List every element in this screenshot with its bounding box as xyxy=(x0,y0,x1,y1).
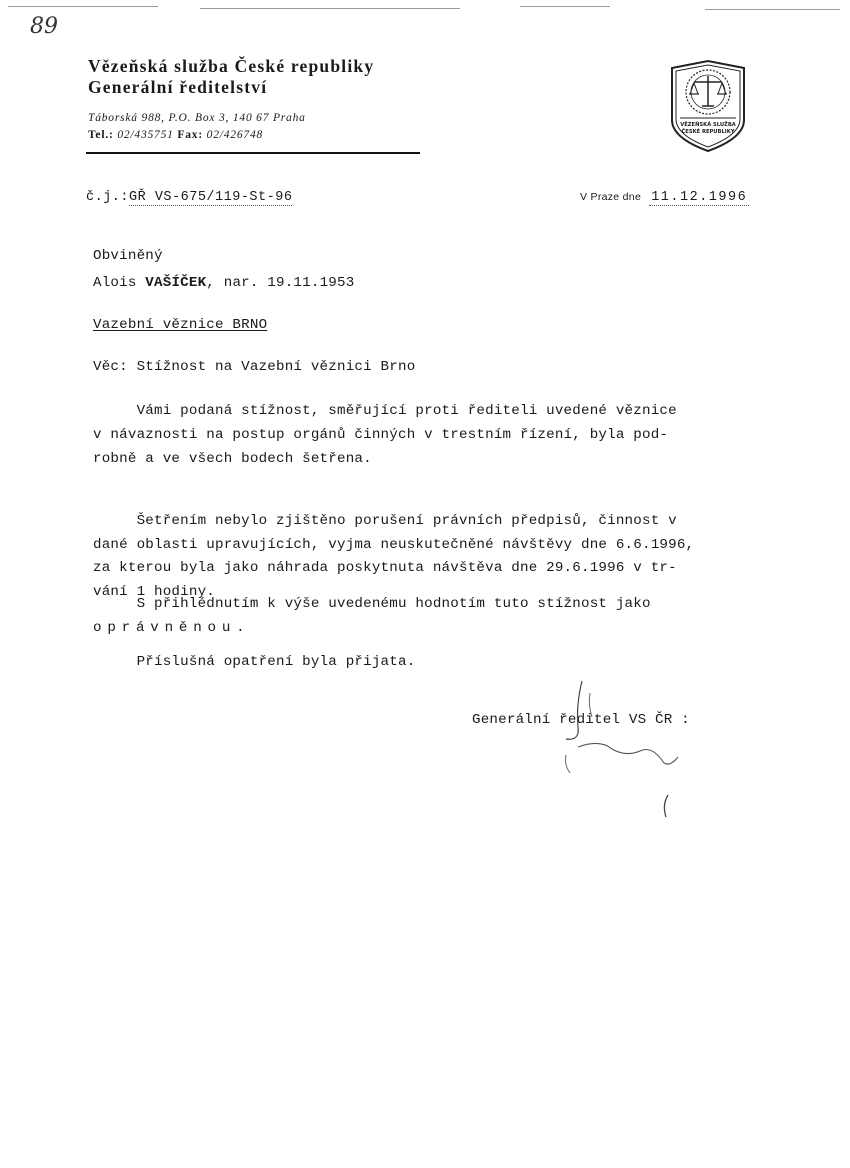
reference-label: č.j.: xyxy=(86,190,130,205)
scan-artifact-line xyxy=(200,8,460,9)
letterhead-divider xyxy=(86,152,420,154)
scan-artifact-line xyxy=(705,9,840,10)
tel-value: 02/435751 xyxy=(117,129,174,141)
signatory-title: Generální ředitel VS ČR : xyxy=(472,712,690,728)
addressee-institution: Vazební věznice BRNO xyxy=(93,317,268,333)
reference-number xyxy=(86,190,292,205)
date-value: 11.12.1996 xyxy=(651,190,748,205)
org-name: Vězeňská služba České republiky xyxy=(88,56,375,76)
addressee-first-name: Alois xyxy=(93,275,146,291)
addressee-title: Obviněný xyxy=(93,248,163,264)
body-text-line: v návaznosti na postup orgánů činných v trestním řízení, byla pod- xyxy=(93,427,669,443)
subject-line: Věc: Stížnost na Vazební věznici Brno xyxy=(93,359,416,375)
letter-date xyxy=(580,190,749,205)
body-text-line: Šetřením nebylo zjištěno porušení právních předpisů, činnost v xyxy=(93,513,677,529)
scan-artifact-line xyxy=(520,6,610,7)
body-text-line: S přihlédnutím k výše uvedenému hodnotím tuto stížnost jako xyxy=(93,596,651,612)
date-label: V Praze dne xyxy=(580,191,642,203)
body-text-line: Příslušná opatření byla přijata. xyxy=(93,654,416,670)
body-text-line: dané oblasti upravujících, vyjma neuskutečněné návštěvy dne 6.6.1996, xyxy=(93,537,695,553)
addressee-name xyxy=(93,275,354,291)
tel-label: Tel.: xyxy=(88,129,114,141)
fax-value: 02/426748 xyxy=(206,129,264,141)
addressee-birth: , nar. 19.11.1953 xyxy=(206,275,355,291)
postal-address: Táborská 988, P.O. Box 3, 140 67 Praha xyxy=(88,112,306,124)
prison-service-seal-icon xyxy=(668,58,748,154)
seal-text-line2: ČESKÉ REPUBLIKY xyxy=(681,129,735,135)
org-department: Generální ředitelství xyxy=(88,77,268,97)
body-text-line: Vámi podaná stížnost, směřující proti řediteli uvedené věznice xyxy=(93,403,677,419)
contact-line xyxy=(88,127,306,144)
letterhead-address-block xyxy=(88,110,306,144)
body-text-line: vání 1 hodiny. xyxy=(93,584,215,600)
body-text-line: za kterou byla jako náhrada poskytnuta návštěva dne 29.6.1996 v tr- xyxy=(93,560,677,576)
letterhead-organization xyxy=(88,56,374,98)
handwritten-signature-icon xyxy=(560,675,700,825)
handwritten-page-number: 89 xyxy=(30,14,58,39)
addressee-surname: VAŠÍČEK xyxy=(145,275,207,291)
scan-artifact-line xyxy=(8,6,158,7)
verdict-emphasized: oprávněnou. xyxy=(93,620,251,636)
fax-label: Fax: xyxy=(177,129,203,141)
body-text-line: robně a ve všech bodech šetřena. xyxy=(93,451,372,467)
seal-text-line1: VĚZEŇSKÁ SLUŽBA xyxy=(680,122,736,128)
reference-value: GŘ VS-675/119-St-96 xyxy=(129,190,293,205)
